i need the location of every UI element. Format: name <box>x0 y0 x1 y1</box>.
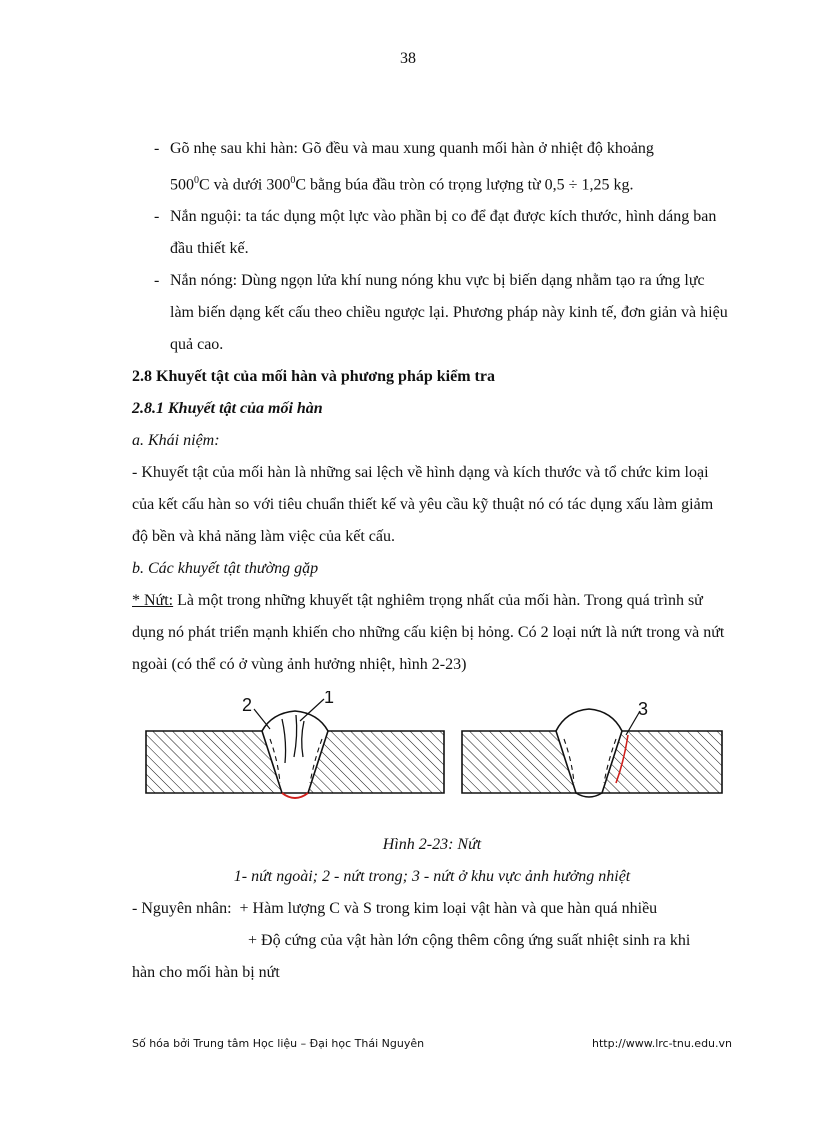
figure-caption-legend: 1- nứt ngoài; 2 - nứt trong; 3 - nứt ở khu vực ảnh hưởng nhiệt <box>233 868 631 886</box>
figure-label: 1 <box>324 691 335 708</box>
subsection-title: 2.8.1 Khuyết tật của mối hàn <box>132 400 323 418</box>
document-body <box>132 133 732 989</box>
crack-label: * Nứt: <box>132 592 174 610</box>
leader-line <box>254 709 270 729</box>
weld-crack-diagram <box>132 691 732 821</box>
defects-heading: b. Các khuyết tật thường gặp <box>132 560 319 578</box>
figure-caption-title: Hình 2-23: Nứt <box>382 836 482 854</box>
causes-line <box>132 893 732 925</box>
footer-url: http://www.lrc-tnu.edu.vn <box>592 1037 732 1050</box>
degree-sup: 0 <box>290 175 296 186</box>
bullet-text: Nắn nguội: ta tác dụng một lực vào phần bị co để đạt được kích thước, hình dáng ban đầu thiết kế. <box>170 208 717 258</box>
page-number: 38 <box>400 50 416 67</box>
bullet-item <box>132 201 732 265</box>
figure-label: 3 <box>638 699 649 720</box>
figure-label: 2 <box>242 695 253 716</box>
footer-credit: Số hóa bởi Trung tâm Học liệu – Đại học Thái Nguyên <box>132 1037 425 1050</box>
weld-crack-figure <box>132 691 732 821</box>
bullet-item <box>132 133 732 201</box>
crack-text: Là một trong những khuyết tật nghiêm trọng nhất của mối hàn. Trong quá trình sử dụng nó phát triển mạnh khiến cho những cấu kiện bị hỏng. Có 2 loại nứt là nứt trong và nứt ngoài (có thể có ở vùng ảnh hưởng nhiệt, hình 2-23) <box>132 592 725 674</box>
base-plate-left <box>146 731 282 793</box>
section-title: 2.8 Khuyết tật của mối hàn và phương pháp kiểm tra <box>132 368 495 386</box>
causes-item: + Hàm lượng C và S trong kim loại vật hàn và que hàn quá nhiều <box>239 900 658 918</box>
causes-item: + Độ cứng của vật hàn lớn cộng thêm công ứng suất nhiệt sinh ra khi <box>248 932 691 950</box>
bullet-dash: - <box>154 272 160 290</box>
temp-text: C và dưới 300 <box>199 176 291 194</box>
bullet-dash: - <box>154 208 160 226</box>
weld-left <box>146 691 444 798</box>
bullet-text <box>170 133 732 201</box>
base-plate-right <box>308 731 444 793</box>
bullet-line: Gõ nhẹ sau khi hàn: Gõ đều và mau xung quanh mối hàn ở nhiệt độ khoảng <box>170 140 654 157</box>
base-plate-right <box>602 731 722 793</box>
degree-sup: 0 <box>194 175 199 186</box>
causes-label: - Nguyên nhân: <box>132 900 232 918</box>
weld-right <box>462 699 722 797</box>
temp-value: 500 <box>170 176 194 194</box>
concept-paragraph: - Khuyết tật của mối hàn là những sai lệch về hình dạng và kích thước và tổ chức kim loại của kết cấu hàn so với tiêu chuẩn thiết kế và yêu cầu kỹ thuật nó có tác dụng xấu làm giảm độ bền và khả năng làm việc của kết cấu. <box>132 464 714 546</box>
bullet-dash: - <box>154 140 160 157</box>
temp-text: C bằng búa đầu tròn có trọng lượng từ 0,5 ÷ 1,25 kg. <box>295 176 634 194</box>
bullet-item <box>132 265 732 361</box>
concept-heading: a. Khái niệm: <box>132 432 220 450</box>
causes-item-continued: hàn cho mối hàn bị nứt <box>132 964 280 982</box>
bullet-text: Nắn nóng: Dùng ngọn lửa khí nung nóng khu vực bị biến dạng nhằm tạo ra ứng lực làm biến dạng kết cấu theo chiều ngược lại. Phương pháp này kinh tế, đơn giản và hiệu quả cao. <box>170 272 728 354</box>
crack-paragraph <box>132 585 732 681</box>
